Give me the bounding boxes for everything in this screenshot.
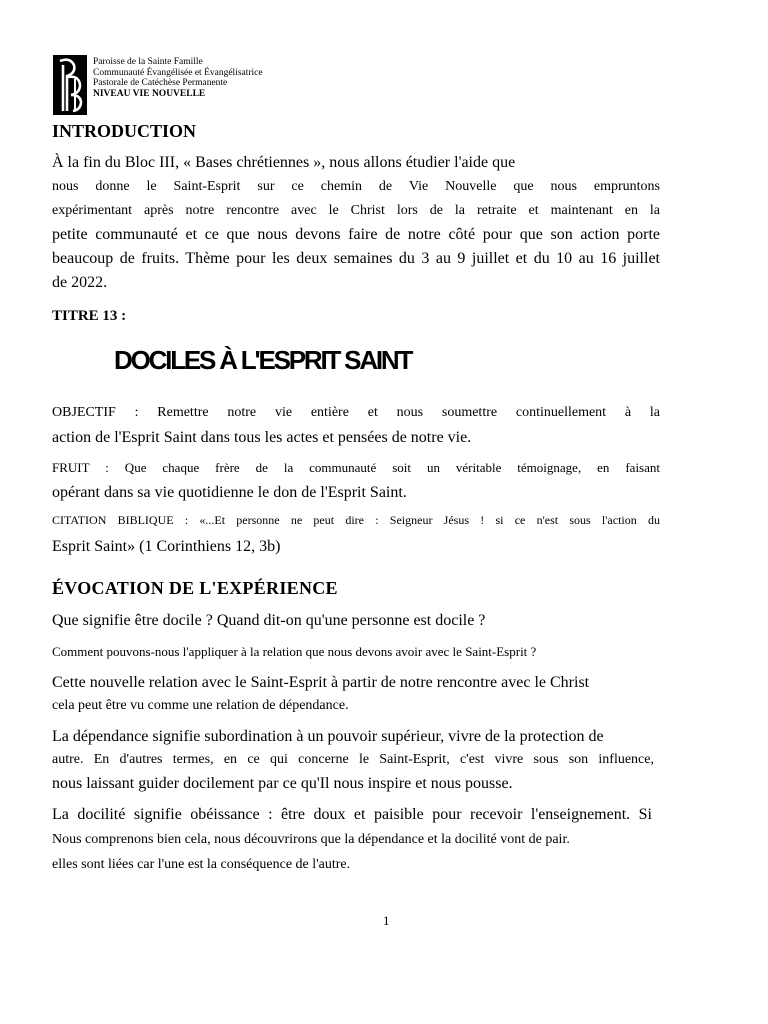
paragraph-line: La dépendance signifie subordination à un pouvoir supérieur, vivre de la protection de [52,728,604,745]
parish-header [93,57,263,99]
header-line: Paroisse de la Sainte Famille [93,57,203,67]
header-line: NIVEAU VIE NOUVELLE [93,88,206,99]
paragraph-line: autre. En d'autres termes, en ce qui concerne le Saint-Esprit, c'est vivre sous son influence, [52,752,654,767]
fruit-line: FRUIT : Que chaque frère de la communauté soit un véritable témoignage, en faisant [52,460,660,475]
intro-line: nous donne le Saint-Esprit sur ce chemin de Vie Nouvelle que nous empruntons [52,179,660,194]
intro-line: expérimentant après notre rencontre avec le Christ lors de la retraite et maintenant en la [52,203,660,218]
paragraph-line: La docilité signifie obéissance : être doux et paisible pour recevoir l'enseignement. Si [52,806,652,823]
parish-logo-icon [53,55,87,115]
question-line: Que signifie être docile ? Quand dit-on qu'une personne est docile ? [52,612,486,629]
intro-line: de 2022. [52,274,108,291]
main-title: DOCILES À L'ESPRIT SAINT [114,345,412,375]
intro-line: À la fin du Bloc III, « Bases chrétiennes », nous allons étudier l'aide que [52,154,516,171]
evocation-heading: ÉVOCATION DE L'EXPÉRIENCE [52,578,338,598]
header-line: Pastorale de Catéchèse Permanente [93,78,228,88]
paragraph-line: cela peut être vu comme une relation de dépendance. [52,698,349,713]
intro-line: petite communauté et ce que nous devons faire de notre côté pour que son action porte [52,226,660,243]
citation-line: Esprit Saint» (1 Corinthiens 12, 3b) [52,538,281,555]
objective-line: action de l'Esprit Saint dans tous les actes et pensées de notre vie. [52,429,472,446]
objective-line: OBJECTIF : Remettre notre vie entière et nous soumettre continuellement à la [52,405,660,420]
paragraph-line: elles sont liées car l'une est la conséquence de l'autre. [52,857,351,872]
fruit-line: opérant dans sa vie quotidienne le don de l'Esprit Saint. [52,484,407,501]
question-line: Comment pouvons-nous l'appliquer à la relation que nous devons avoir avec le Saint-Esprit ? [52,644,537,659]
paragraph-line: Nous comprenons bien cela, nous découvrirons que la dépendance et la docilité vont de pair. [52,832,570,847]
header-line: Communauté Évangélisée et Évangélisatrice [93,67,263,78]
introduction-heading: INTRODUCTION [52,121,197,141]
title-label: TITRE 13 : [52,308,127,324]
citation-line: CITATION BIBLIQUE : «...Et personne ne peut dire : Seigneur Jésus ! si ce n'est sous l'action du [52,513,660,527]
intro-line: beaucoup de fruits. Thème pour les deux semaines du 3 au 9 juillet et du 10 au 16 juillet [52,250,660,267]
paragraph-line: nous laissant guider docilement par ce qu'Il nous inspire et nous pousse. [52,775,513,792]
paragraph-line: Cette nouvelle relation avec le Saint-Esprit à partir de notre rencontre avec le Christ [52,674,590,691]
page-number: 1 [383,913,390,928]
